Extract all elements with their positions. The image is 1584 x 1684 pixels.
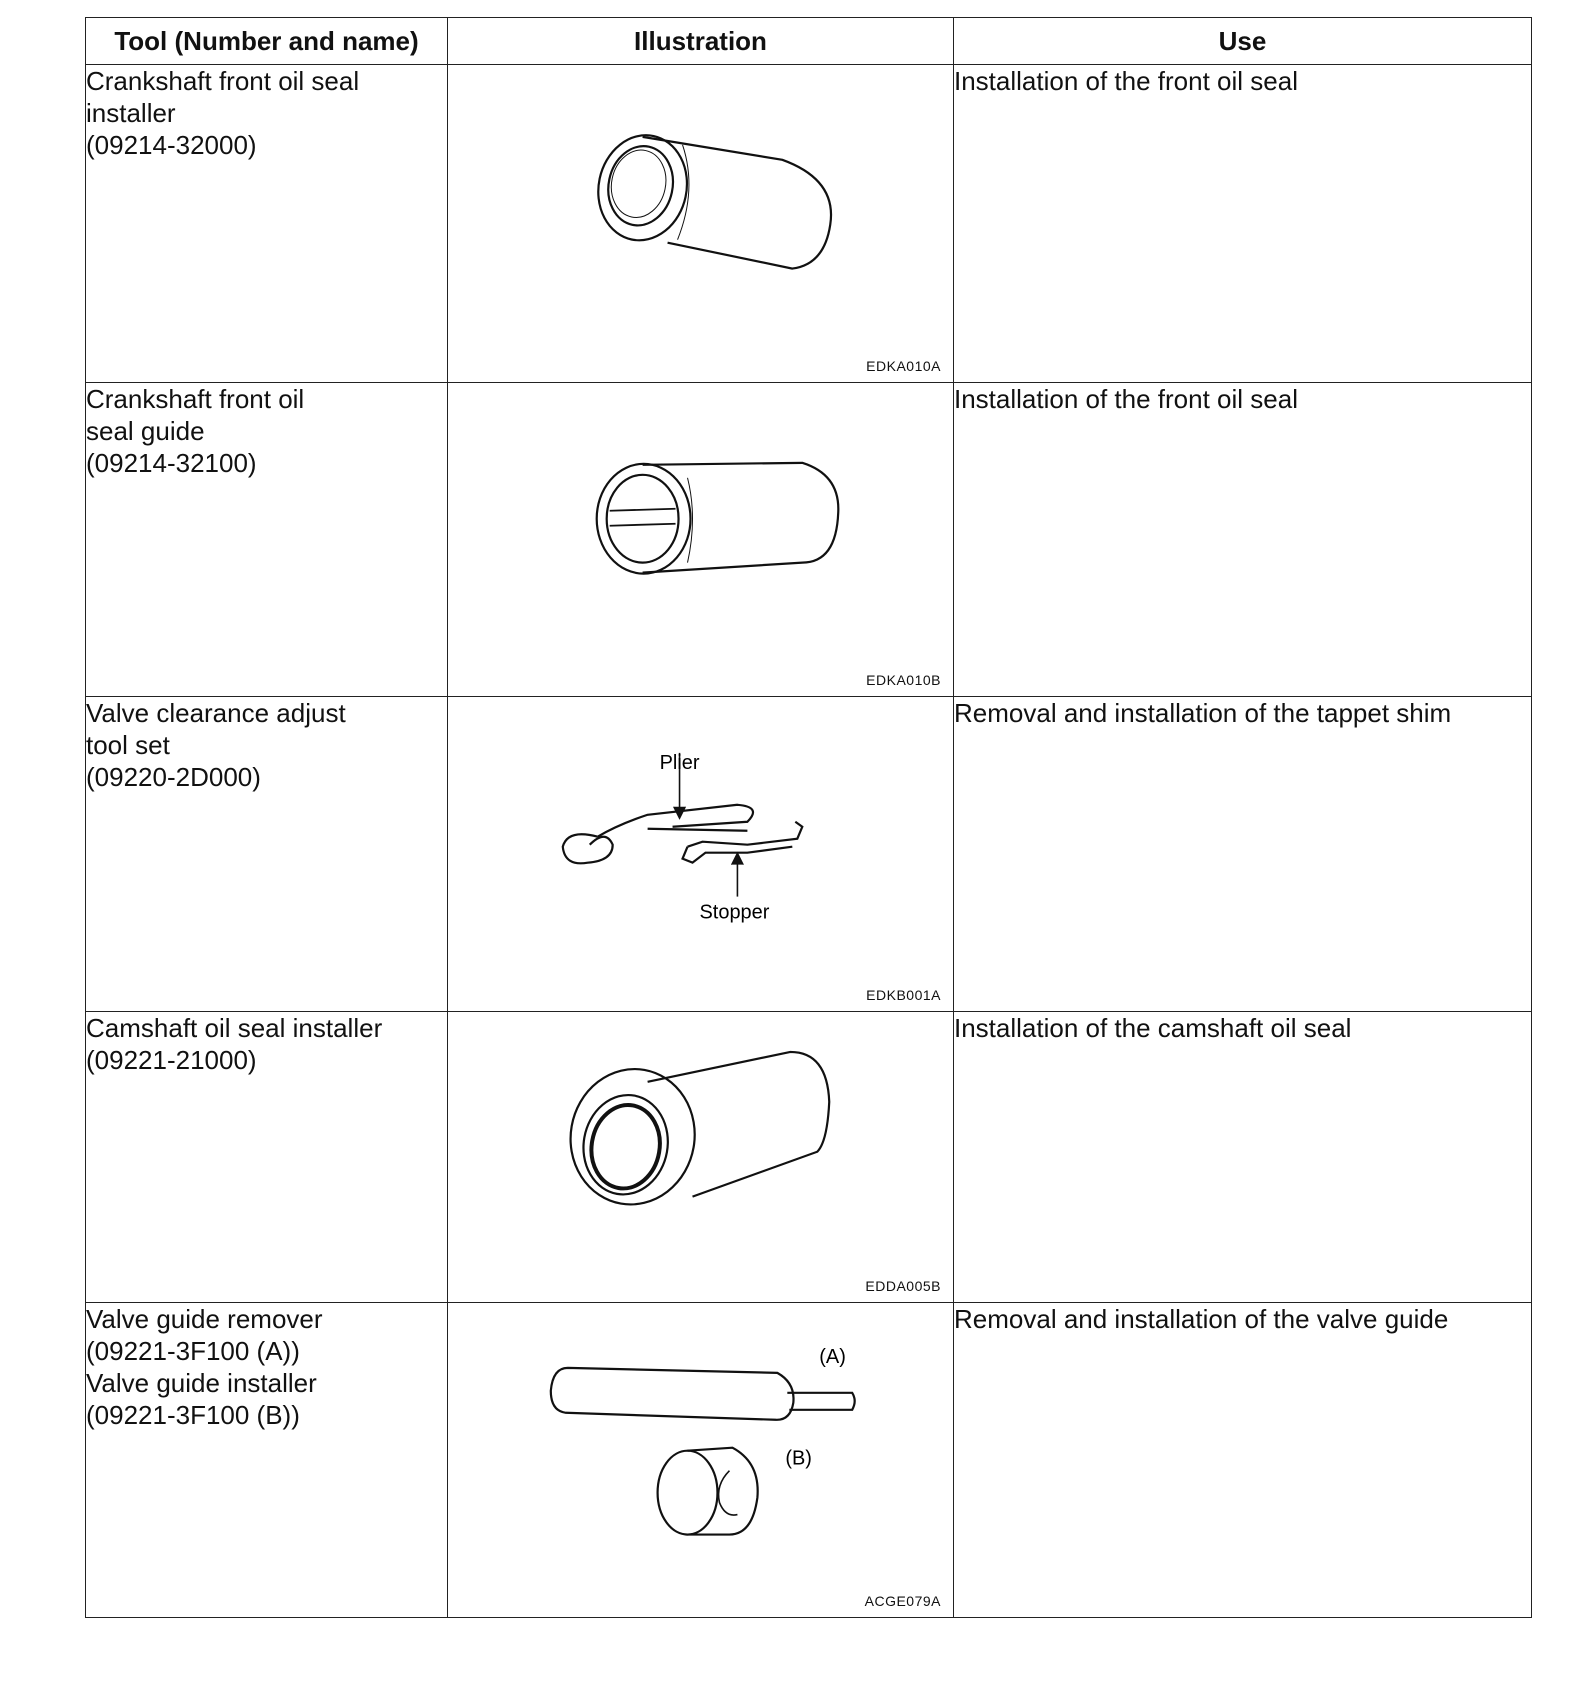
header-illustration: Illustration [448,18,954,65]
plier-stopper-icon [448,697,953,1011]
illustration-cell [448,1012,954,1302]
illustration-cell [448,696,954,1011]
illustration-cell [448,1302,954,1617]
stopper-label: Stopper [699,901,770,924]
tool-use: Removal and installation of the valve guide [954,1302,1532,1617]
special-tools-table [85,17,1532,1618]
tool-use: Installation of the camshaft oil seal [954,1012,1532,1302]
tool-use: Removal and installation of the tappet shim [954,696,1532,1011]
table-row [86,696,1532,1011]
figure-code: EDKA010A [866,358,941,375]
figure-code: EDKB001A [866,987,941,1004]
tool-use: Installation of the front oil seal [954,383,1532,696]
camshaft-seal-installer-icon [448,1012,953,1301]
plier-label: Plier [659,751,700,774]
label-a: (A) [819,1345,846,1368]
table-row [86,383,1532,696]
tool-name: Valve clearance adjust tool set (09220-2D000) [86,696,448,1011]
oil-seal-guide-icon [448,383,953,695]
table-row [86,65,1532,383]
header-use: Use [954,18,1532,65]
tool-use: Installation of the front oil seal [954,65,1532,383]
header-tool: Tool (Number and name) [86,18,448,65]
figure-code: EDKA010B [866,671,941,688]
table-row [86,1302,1532,1617]
tool-name: Crankshaft front oil seal guide (09214-32100) [86,383,448,696]
table-row [86,1012,1532,1302]
tool-name: Valve guide remover (09221-3F100 (A)) Valve guide installer (09221-3F100 (B)) [86,1302,448,1617]
header-row [86,18,1532,65]
tool-name: Crankshaft front oil seal installer (09214-32000) [86,65,448,383]
valve-guide-tools-icon [448,1303,953,1617]
oil-seal-installer-icon [448,65,953,382]
figure-code: ACGE079A [864,1592,941,1609]
tool-name: Camshaft oil seal installer (09221-21000) [86,1012,448,1302]
illustration-cell [448,383,954,696]
figure-code: EDDA005B [865,1277,941,1294]
label-b: (B) [785,1447,812,1470]
illustration-cell [448,65,954,383]
